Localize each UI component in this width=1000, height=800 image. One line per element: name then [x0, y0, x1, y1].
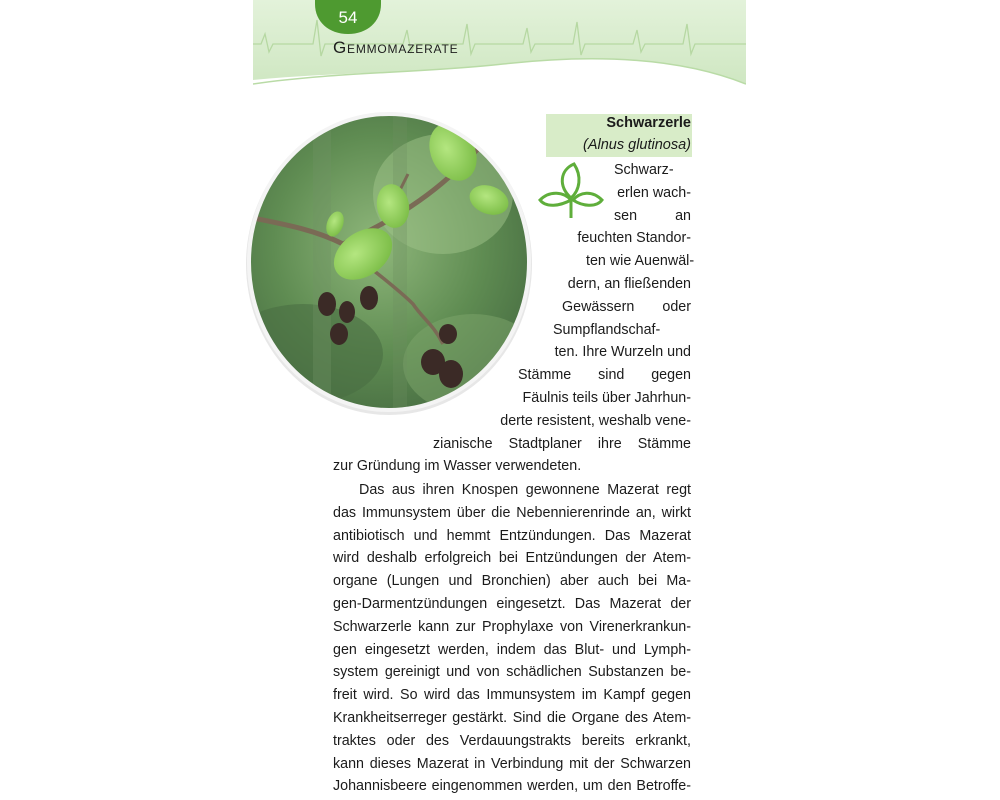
paragraph-1 [333, 159, 695, 478]
text-line: Sumpflandschaf- [553, 321, 661, 338]
text-line: Fäulnis teils über Jahrhun- [522, 389, 691, 406]
text-line: zur Gründung im Wasser verwendeten. [333, 458, 582, 475]
text-line: system gereinigt und von schädlichen Substanzen be- [333, 664, 691, 681]
text-line: ten. Ihre Wurzeln und [554, 344, 691, 361]
text-line: sen an [614, 207, 691, 224]
text-line: organe (Lungen und Bronchien) aber auch bei Ma- [333, 573, 691, 590]
text-line: dern, an fließenden [567, 275, 691, 292]
paragraph-2 [333, 479, 691, 798]
text-line: Krankheitserreger gestärkt. Sind die Organe des Atem- [333, 709, 691, 726]
page-number: 54 [338, 8, 358, 27]
text-line: derte resistent, weshalb vene- [500, 412, 691, 429]
text-line: traktes oder des Verdauungstrakts bereits erkrankt, [333, 732, 691, 749]
chapter-title: Gemmomazerate [333, 38, 459, 57]
species-latin-name: (Alnus glutinosa) [583, 137, 691, 153]
text-line: gen-Darmentzündungen eingesetzt. Das Mazerat der [333, 595, 691, 612]
text-line: kann dieses Mazerat in Verbindung mit der Schwarzen [333, 755, 691, 772]
text-line: wird deshalb erfolgreich bei Entzündungen der Atem- [333, 550, 691, 567]
text-line: erlen wach- [617, 184, 691, 201]
text-line: Gewässern oder [562, 298, 691, 315]
text-line: Das aus ihren Knospen gewonnene Mazerat regt [359, 482, 691, 498]
text-line: das Immunsystem über die Nebennierenrinde an, wirkt [333, 504, 691, 521]
text-line: Stämme sind gegen [518, 367, 691, 384]
text-line: antibiotisch und hemmt Entzündungen. Das Mazerat [333, 527, 691, 544]
book-page [253, 0, 746, 800]
text-line: gen eingesetzt werden, indem das Blut- und Lymph- [333, 641, 691, 658]
text-line: Schwarz- [614, 162, 674, 178]
text-line: feuchten Standor- [577, 230, 691, 247]
text-line: zianische Stadtplaner ihre Stämme [433, 435, 691, 452]
text-line: Johannisbeere eingenommen werden, um den Betroffe- [333, 778, 691, 795]
text-line: Schwarzerle kann zur Prophylaxe von Virenerkrankun- [333, 618, 691, 635]
text-line: freit wird. So wird das Immunsystem im Kampf gegen [333, 687, 691, 704]
text-line: ten wie Auenwäl- [586, 253, 695, 270]
page-number-tab [315, 0, 381, 34]
species-name: Schwarzerle [606, 115, 691, 131]
